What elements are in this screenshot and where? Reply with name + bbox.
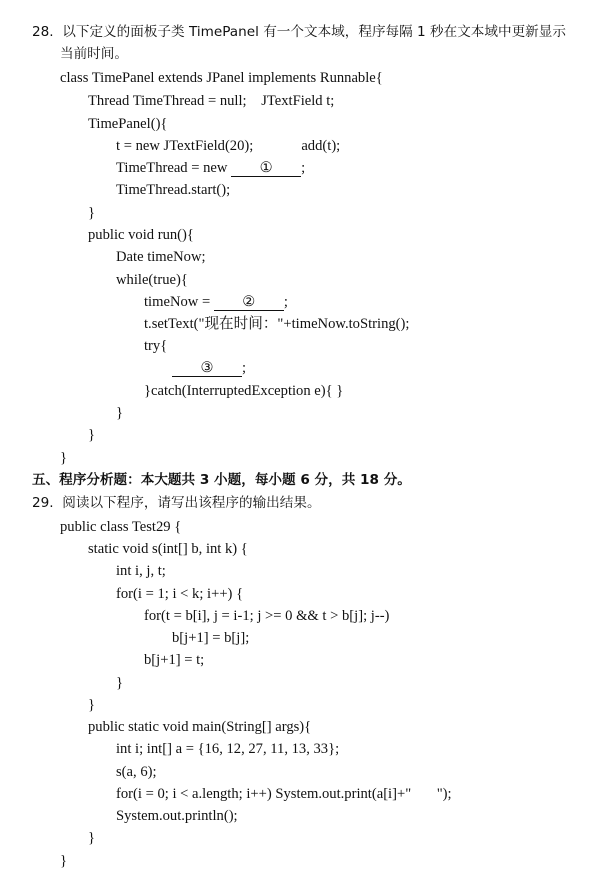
q29-code-line-8: } xyxy=(116,675,124,691)
q29-code-line-10: public static void main(String[] args){ xyxy=(88,719,312,735)
blank-3[interactable]: ③ xyxy=(172,360,242,377)
q28-code-line-1: class TimePanel extends JPanel implements Runnable{ xyxy=(60,70,383,86)
q28-code-line-6: TimeThread.start(); xyxy=(116,182,231,198)
q28-code-line-3: TimePanel(){ xyxy=(88,116,168,132)
blank-1[interactable]: ① xyxy=(231,160,301,177)
q29-code-line-5: for(t = b[i], j = i-1; j >= 0 && t > b[j]; j--) xyxy=(144,608,390,624)
q28-code-line-5a: TimeThread = new xyxy=(116,160,232,176)
q28-code-line-14 xyxy=(172,358,246,378)
q29-code-line-3: int i, j, t; xyxy=(116,563,166,579)
q29-prompt xyxy=(32,493,321,513)
q29-code-line-14: System.out.println(); xyxy=(116,808,238,824)
q28-code-line-5b: ; xyxy=(301,160,306,176)
blank-2[interactable]: ② xyxy=(214,294,284,311)
q28-code-line-14b: ; xyxy=(242,360,247,376)
q29-code-line-12: s(a, 6); xyxy=(116,764,157,780)
q28-code-line-11a: timeNow = xyxy=(144,294,214,310)
q28-code-line-9: Date timeNow; xyxy=(116,249,206,265)
section-5-heading: 五、程序分析题：本大题共 3 小题，每小题 6 分，共 18 分。 xyxy=(32,472,411,488)
q29-code-line-6: b[j+1] = b[j]; xyxy=(172,630,250,646)
q28-number: 28. xyxy=(32,24,54,40)
q28-code-line-10: while(true){ xyxy=(116,272,188,288)
q29-code-line-11: int i; int[] a = {16, 12, 27, 11, 13, 33}; xyxy=(116,741,340,757)
q28-prompt-line1 xyxy=(32,22,566,42)
q28-code-line-18: } xyxy=(60,450,68,466)
q28-prompt-text-1: 以下定义的面板子类 TimePanel 有一个文本域，程序每隔 1 秒在文本域中更新显示 xyxy=(62,24,566,40)
q28-code-line-7: } xyxy=(88,205,96,221)
q29-code-line-1: public class Test29 { xyxy=(60,519,182,535)
q28-code-line-12: t.setText("现在时间："+timeNow.toString(); xyxy=(144,316,410,332)
q29-code-line-7: b[j+1] = t; xyxy=(144,652,205,668)
q29-code-line-16: } xyxy=(60,853,68,869)
q28-code-line-8: public void run(){ xyxy=(88,227,194,243)
q29-code-line-9: } xyxy=(88,697,96,713)
q28-prompt-line2: 当前时间。 xyxy=(60,46,128,62)
q29-code-line-2: static void s(int[] b, int k) { xyxy=(88,541,248,557)
q28-code-line-11 xyxy=(144,292,288,312)
q29-prompt-text: 阅读以下程序，请写出该程序的输出结果。 xyxy=(62,495,321,511)
q29-number: 29. xyxy=(32,495,54,511)
q28-code-line-5 xyxy=(116,158,305,178)
q29-code-line-4: for(i = 1; i < k; i++) { xyxy=(116,586,244,602)
q29-code-line-15: } xyxy=(88,830,96,846)
q28-code-line-2: Thread TimeThread = null; JTextField t; xyxy=(88,93,335,109)
q28-code-line-4a: t = new JTextField(20); xyxy=(116,138,254,154)
q28-code-line-16: } xyxy=(116,405,124,421)
q28-code-line-4 xyxy=(116,136,340,156)
q28-code-line-15: }catch(InterruptedException e){ } xyxy=(144,383,344,399)
q28-code-line-13: try{ xyxy=(144,338,168,354)
q29-code-line-13: for(i = 0; i < a.length; i++) System.out.print(a[i]+" "); xyxy=(116,786,452,802)
q28-code-line-17: } xyxy=(88,427,96,443)
q28-code-line-11b: ; xyxy=(283,294,288,310)
q28-code-line-4b: add(t); xyxy=(301,138,341,154)
